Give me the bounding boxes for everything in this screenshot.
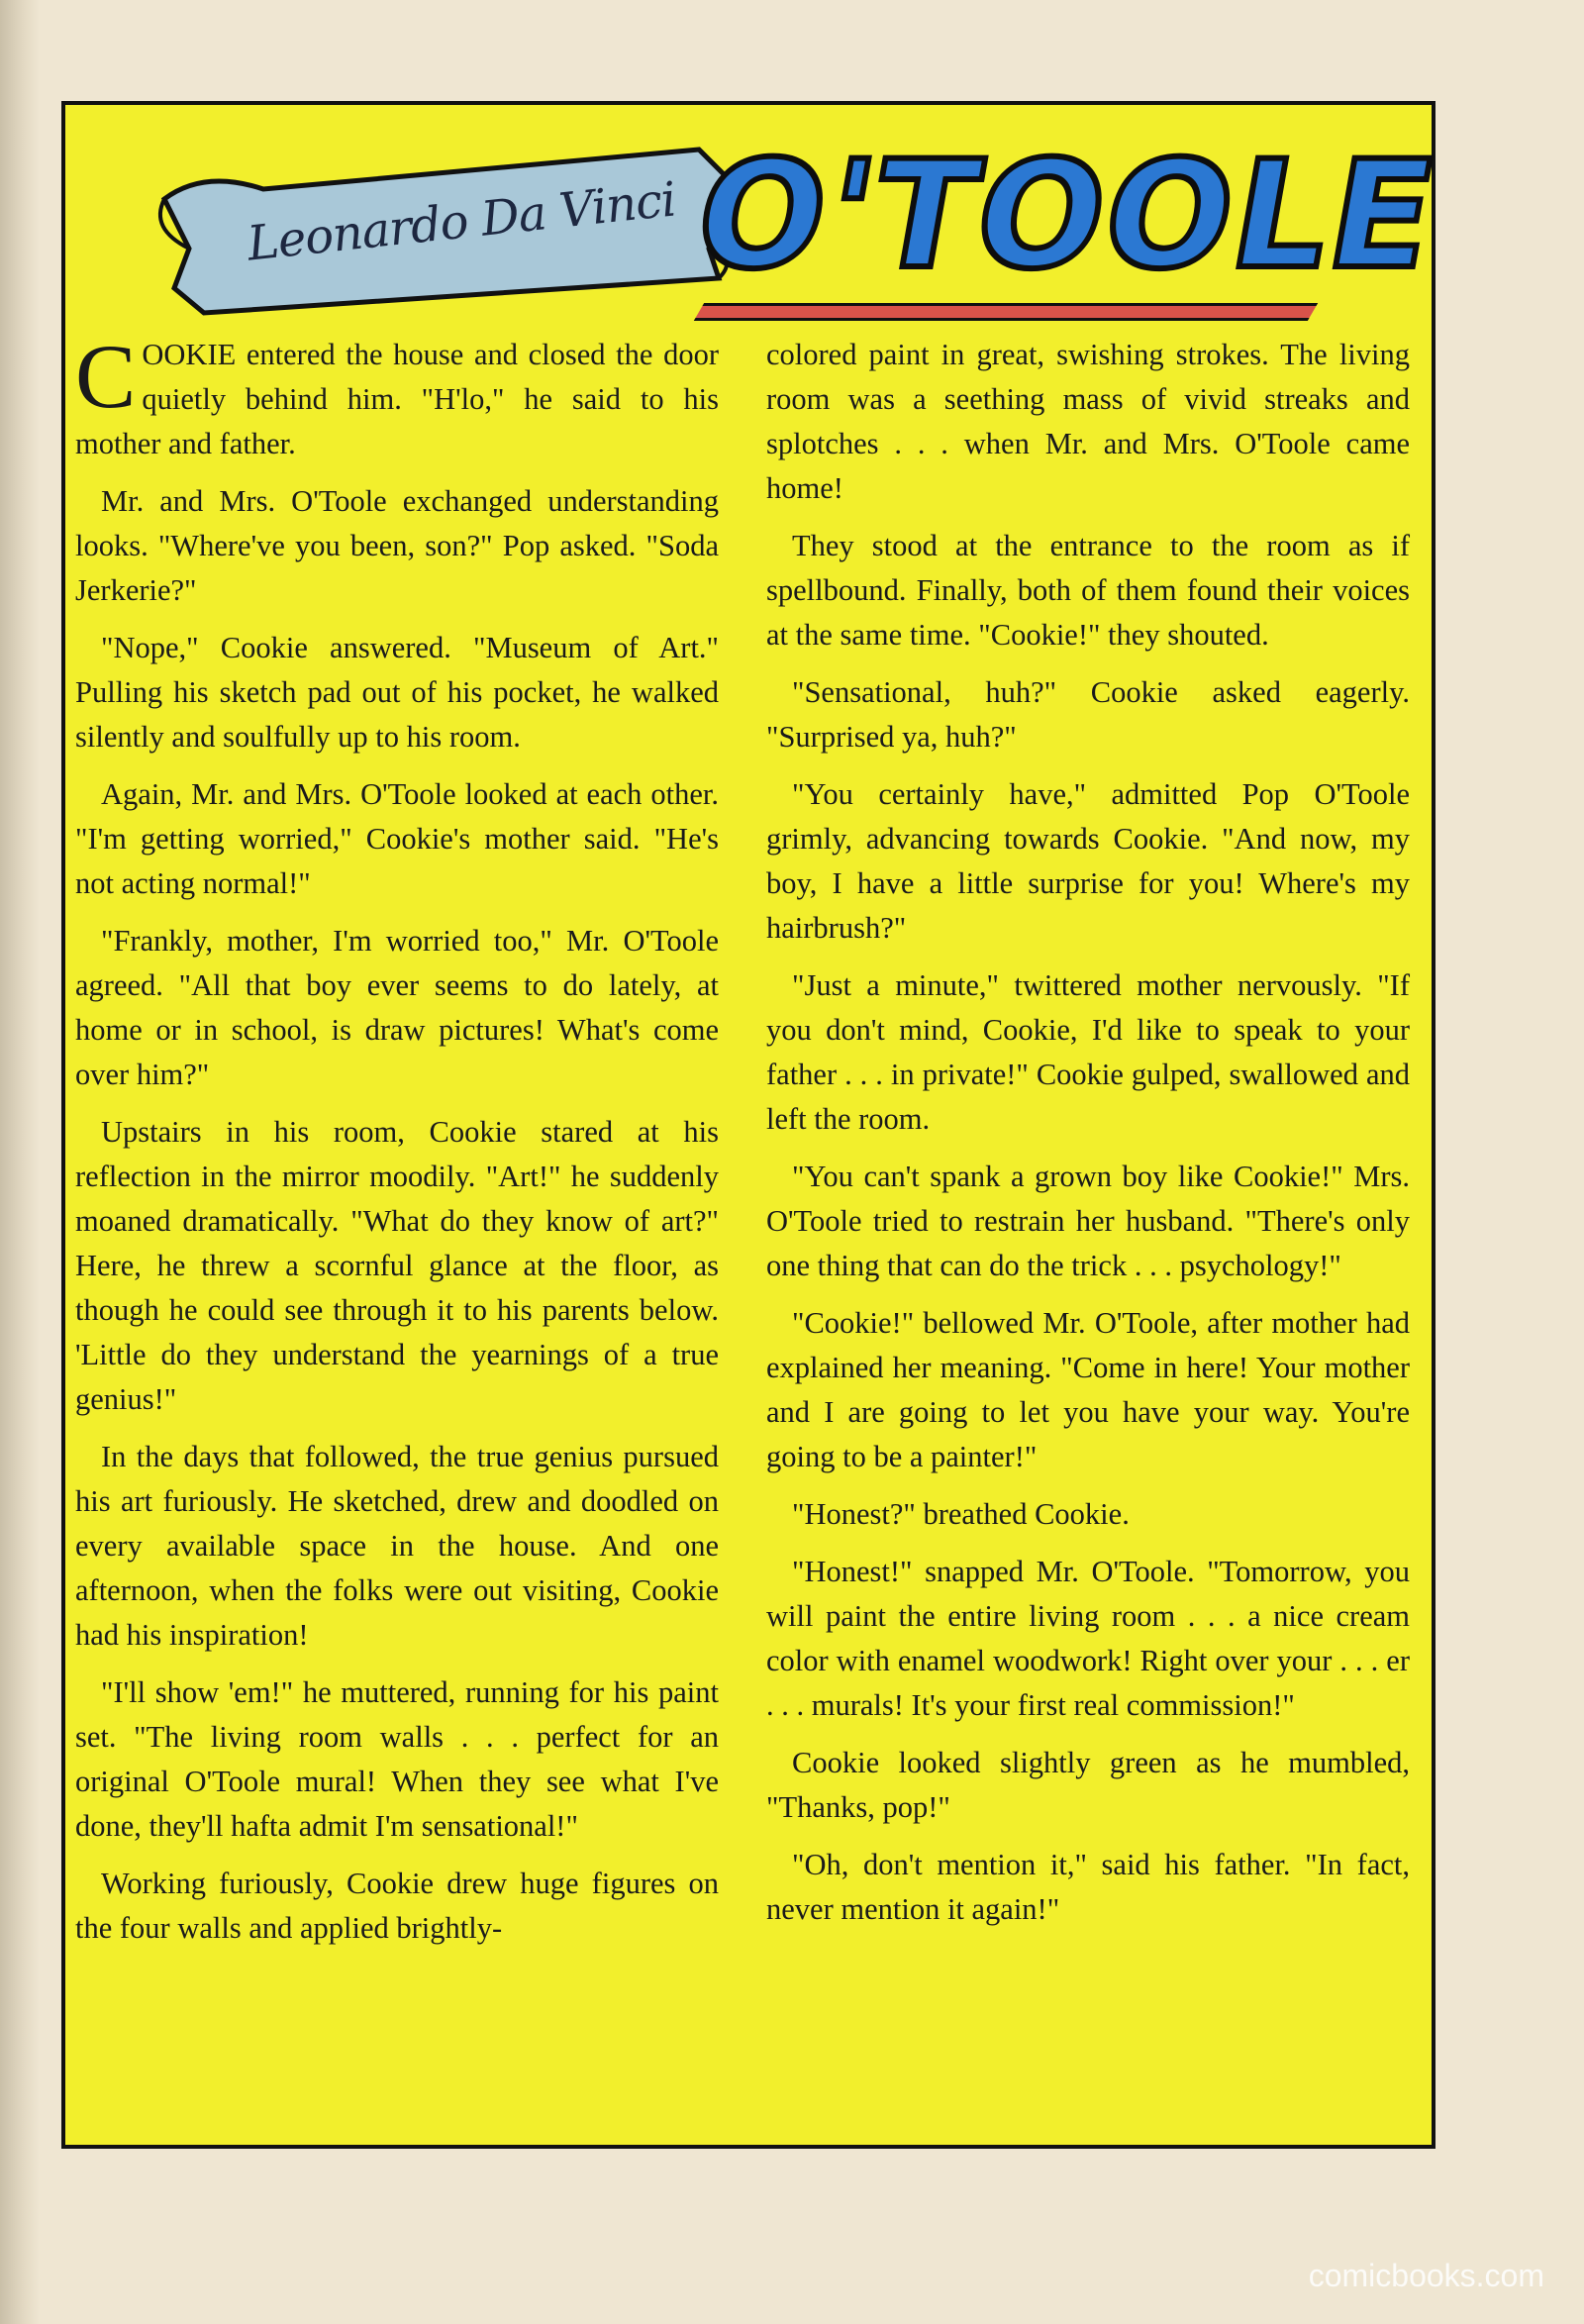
paragraph: Mr. and Mrs. O'Toole exchanged understanding looks. "Where've you been, son?" Pop asked. "Soda Jerkerie?" bbox=[75, 484, 719, 607]
right-column bbox=[766, 333, 1410, 1945]
paragraph-text: OOKIE entered the house and closed the door quietly behind him. "H'lo," he said to his mother and father. bbox=[75, 338, 719, 460]
banner-subtitle: Leonardo Da Vinci bbox=[245, 171, 678, 272]
site-watermark: comicbooks.com bbox=[1308, 2258, 1544, 2293]
left-column bbox=[75, 326, 719, 1964]
paragraph: "Cookie!" bellowed Mr. O'Toole, after mother had explained her meaning. "Come in here! Your mother and I are going to let you have your way. You're going to be a painter!" bbox=[766, 1306, 1410, 1473]
paragraph: Cookie looked slightly green as he mumbled, "Thanks, pop!" bbox=[766, 1746, 1410, 1824]
drop-cap: C bbox=[75, 326, 137, 427]
paragraph: They stood at the entrance to the room as if spellbound. Finally, both of them found their voices at the same time. "Cookie!" they shouted. bbox=[766, 529, 1410, 652]
story-columns bbox=[65, 326, 1432, 2135]
paragraph: "Frankly, mother, I'm worried too," Mr. O'Toole agreed. "All that boy ever seems to do lately, at home or in school, is draw pictures! What's come over him?" bbox=[75, 924, 719, 1091]
story-title: O'TOOLE bbox=[683, 130, 1450, 302]
title-underline bbox=[694, 303, 1318, 321]
paragraph: "Sensational, huh?" Cookie asked eagerly. "Surprised ya, huh?" bbox=[766, 675, 1410, 754]
paragraph: colored paint in great, swishing strokes. The living room was a seething mass of vivid streaks and splotches . . . when Mr. and Mrs. O'Toole came home! bbox=[766, 338, 1410, 505]
story-panel bbox=[61, 101, 1450, 2149]
paragraph: "Oh, don't mention it," said his father. "In fact, never mention it again!" bbox=[766, 1848, 1410, 1926]
paragraph: "You certainly have," admitted Pop O'Toole grimly, advancing towards Cookie. "And now, my boy, I have a little surprise for you! Where's my hairbrush?" bbox=[766, 777, 1410, 945]
paragraph: Again, Mr. and Mrs. O'Toole looked at each other. "I'm getting worried," Cookie's mother said. "He's not acting normal!" bbox=[75, 777, 719, 900]
paragraph: "Honest!" snapped Mr. O'Toole. "Tomorrow, you will paint the entire living room . . . a nice cream color with enamel woodwork! Right over your . . . er . . . murals! It's your first real commission!" bbox=[766, 1555, 1410, 1722]
paragraph: Working furiously, Cookie drew huge figures on the four walls and applied brightly- bbox=[75, 1867, 719, 1945]
story-header bbox=[65, 105, 1450, 323]
paragraph: Upstairs in his room, Cookie stared at his reflection in the mirror moodily. "Art!" he suddenly moaned dramatically. "What do they know of art?" Here, he threw a scornful glance at the floor, as though he could see through it to his parents below. 'Little do they understand the yearnings of a true genius!" bbox=[75, 1115, 719, 1416]
paragraph bbox=[75, 326, 719, 466]
page-binding-edge bbox=[0, 0, 40, 2324]
paragraph: "Nope," Cookie answered. "Museum of Art." Pulling his sketch pad out of his pocket, he walked silently and soulfully up to his room. bbox=[75, 631, 719, 754]
paragraph: In the days that followed, the true genius pursued his art furiously. He sketched, drew and doodled on every available space in the house. And one afternoon, when the folks were out visiting, Cookie had his inspiration! bbox=[75, 1440, 719, 1652]
paragraph: "You can't spank a grown boy like Cookie!" Mrs. O'Toole tried to restrain her husband. "There's only one thing that can do the trick . . . psychology!" bbox=[766, 1160, 1410, 1282]
paragraph: "Honest?" breathed Cookie. bbox=[792, 1497, 1130, 1531]
paragraph: "I'll show 'em!" he muttered, running for his paint set. "The living room walls . . . perfect for an original O'Toole mural! When they see what I've done, they'll hafta admit I'm sensational!" bbox=[75, 1675, 719, 1843]
paragraph: "Just a minute," twittered mother nervously. "If you don't mind, Cookie, I'd like to speak to your father . . . in private!" Cookie gulped, swallowed and left the room. bbox=[766, 968, 1410, 1136]
